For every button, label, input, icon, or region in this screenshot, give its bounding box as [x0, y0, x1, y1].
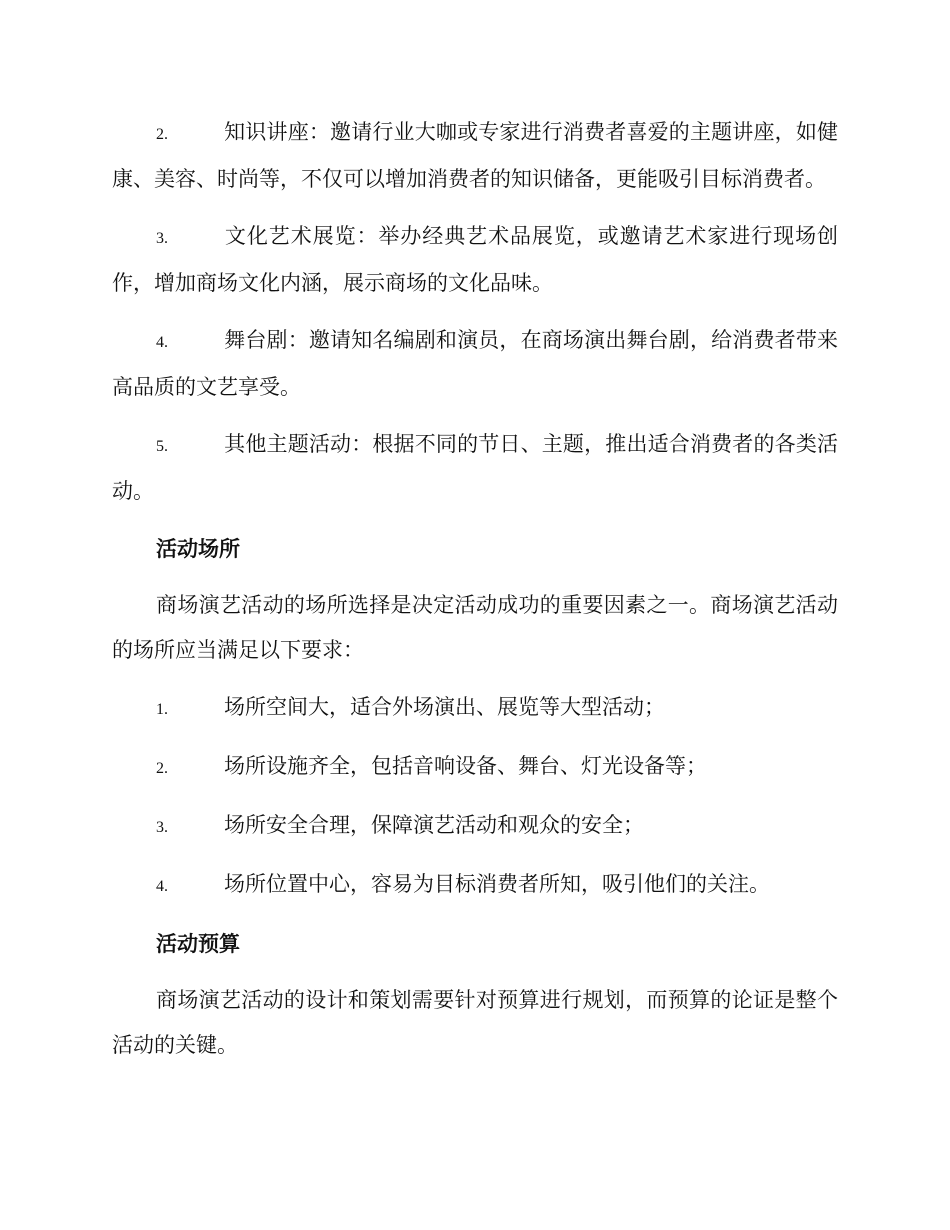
list-item: [112, 318, 838, 410]
list-item-text: 场所空间大，适合外场演出、展览等大型活动；: [224, 695, 665, 719]
list-item: [112, 862, 838, 909]
section-intro-venue: 商场演艺活动的场所选择是决定活动成功的重要因素之一。商场演艺活动的场所应当满足以下要求：: [112, 593, 838, 662]
list-item-number: 3.: [156, 819, 168, 836]
list-item: [112, 744, 838, 791]
list-item-number: 5.: [156, 438, 168, 455]
list-item-number: 2.: [156, 760, 168, 777]
list-item-text: 场所安全合理，保障演艺活动和观众的安全；: [224, 813, 644, 837]
list-item: [112, 110, 838, 202]
list-item-number: 3.: [156, 230, 168, 247]
list-item-text: 舞台剧：邀请知名编剧和演员，在商场演出舞台剧，给消费者带来高品质的文艺享受。: [112, 328, 838, 399]
list-item: [112, 803, 838, 850]
list-item: [112, 214, 838, 306]
document-body: [112, 0, 838, 1068]
list-item-number: 1.: [156, 701, 168, 718]
list-item: [112, 422, 838, 514]
list-item-text: 场所位置中心，容易为目标消费者所知，吸引他们的关注。: [224, 872, 770, 896]
list-item-text: 文化艺术展览：举办经典艺术品展览，或邀请艺术家进行现场创作，增加商场文化内涵，展示商场的文化品味。: [112, 224, 838, 295]
list-item-number: 2.: [156, 126, 168, 143]
list-item: [112, 685, 838, 732]
section-heading-venue: 活动场所: [156, 536, 240, 561]
section-intro-budget: 商场演艺活动的设计和策划需要针对预算进行规划，而预算的论证是整个活动的关键。: [112, 988, 838, 1057]
list-item-text: 其他主题活动：根据不同的节日、主题，推出适合消费者的各类活动。: [112, 432, 838, 503]
list-item-text: 场所设施齐全，包括音响设备、舞台、灯光设备等；: [224, 754, 707, 778]
list-item-number: 4.: [156, 334, 168, 351]
list-item-number: 4.: [156, 878, 168, 895]
section-heading-budget: 活动预算: [156, 931, 240, 956]
list-item-text: 知识讲座：邀请行业大咖或专家进行消费者喜爱的主题讲座，如健康、美容、时尚等，不仅可以增加消费者的知识储备，更能吸引目标消费者。: [112, 120, 838, 191]
